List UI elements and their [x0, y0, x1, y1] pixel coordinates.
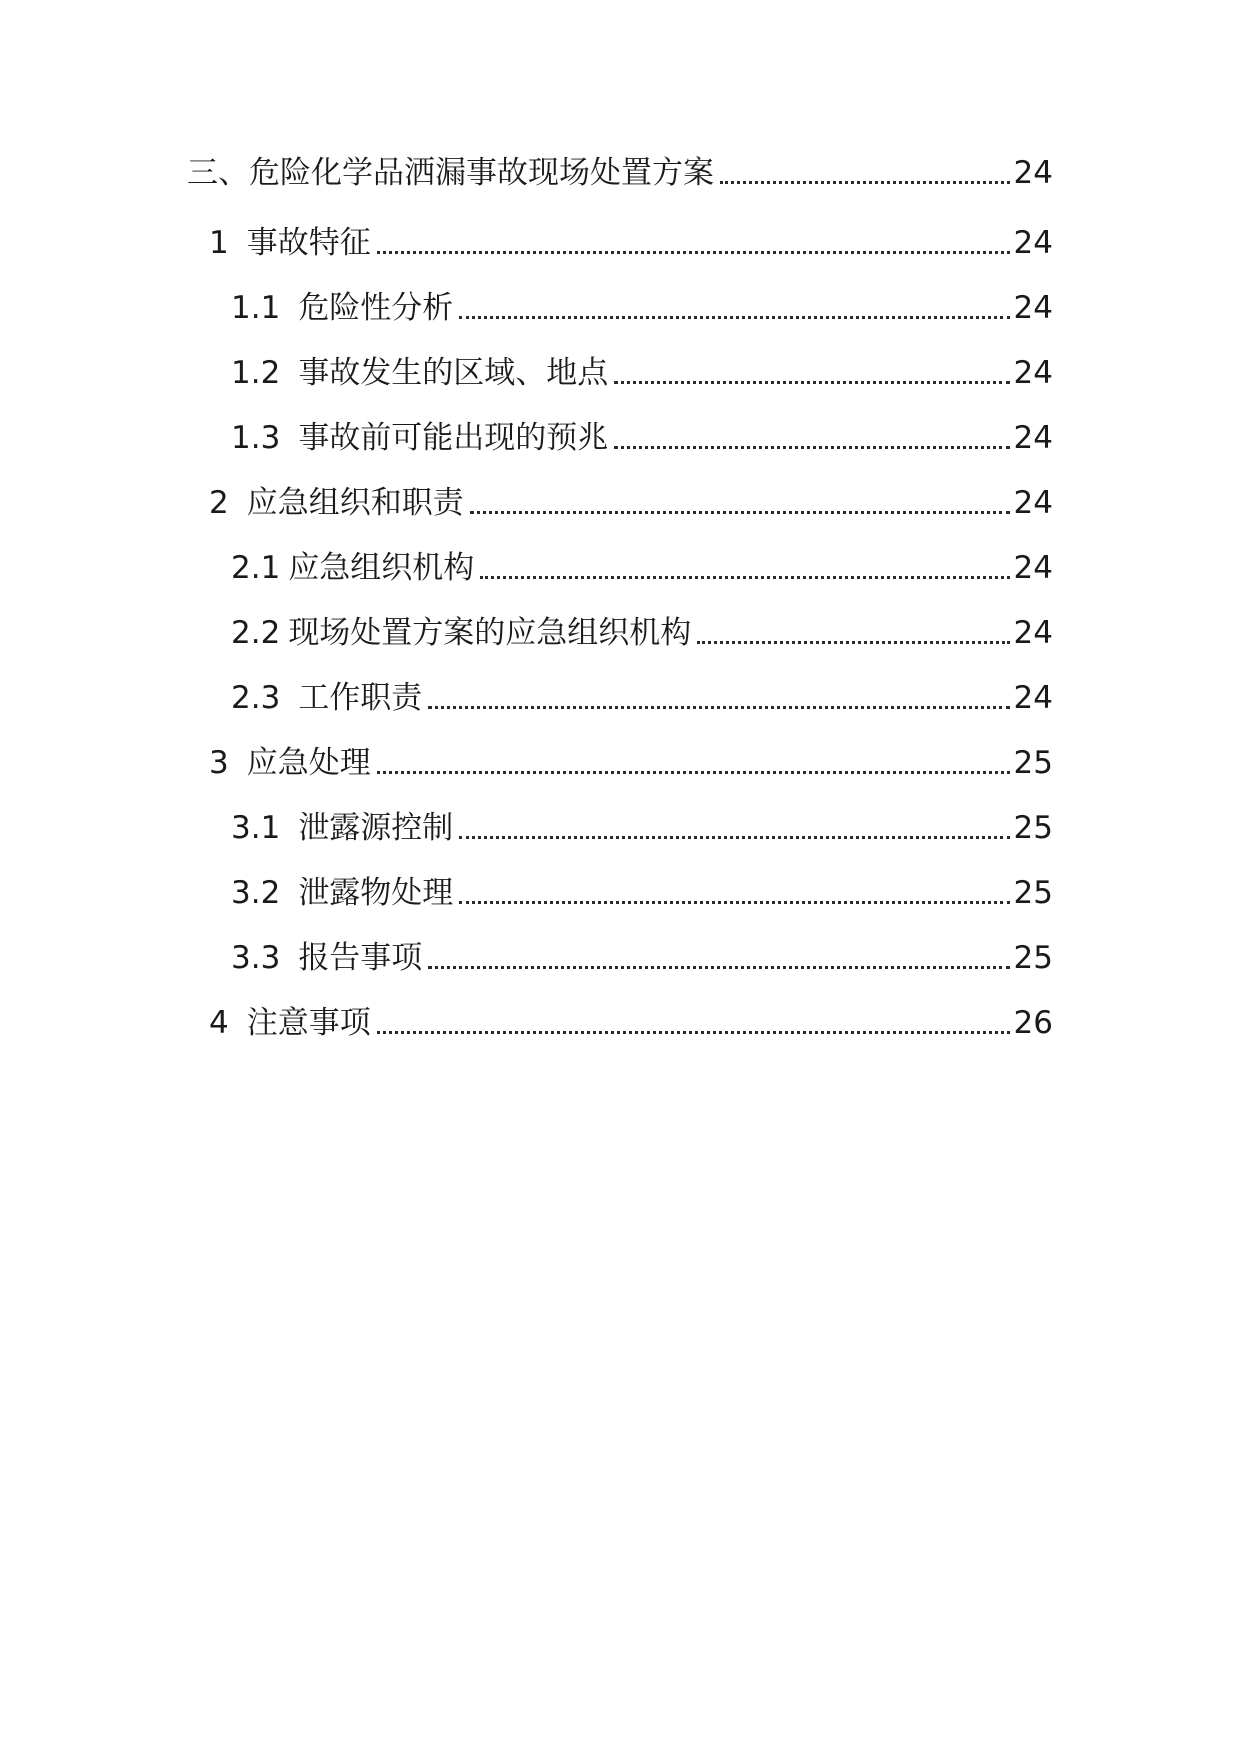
toc-dot-leader — [480, 576, 1009, 579]
toc-entry-title: 应急处理 — [246, 745, 371, 781]
toc-entry[interactable] — [209, 995, 1053, 1043]
toc-page-number: 24 — [1013, 290, 1053, 326]
toc-entry-title: 应急组织机构 — [288, 550, 475, 586]
toc-page-number: 25 — [1013, 875, 1053, 911]
toc-entry-number: 3 — [209, 745, 229, 781]
toc-dot-leader — [470, 511, 1010, 514]
toc-entry[interactable] — [231, 800, 1053, 848]
toc-entry[interactable] — [231, 540, 1053, 588]
toc-page-number: 24 — [1013, 155, 1053, 191]
toc-entry-number: 2.2 — [231, 615, 281, 651]
toc-entry-number: 1.1 — [231, 290, 281, 326]
toc-entry[interactable] — [231, 410, 1053, 458]
toc-entry-title: 泄露源控制 — [298, 810, 454, 846]
toc-entry-number: 2.1 — [231, 550, 281, 586]
toc-entry-title: 危险性分析 — [298, 290, 454, 326]
toc-entry-title: 工作职责 — [298, 680, 423, 716]
toc-dot-leader — [428, 966, 1009, 969]
toc-dot-leader — [459, 836, 1009, 839]
toc-dot-leader — [377, 771, 1010, 774]
toc-page-number: 26 — [1013, 1005, 1053, 1041]
toc-entry-number: 1 — [209, 225, 229, 261]
toc-entry[interactable] — [231, 280, 1053, 328]
toc-dot-leader — [377, 1031, 1010, 1034]
toc-dot-leader — [428, 706, 1009, 709]
toc-page-number: 24 — [1013, 355, 1053, 391]
toc-entry-title: 事故前可能出现的预兆 — [298, 420, 609, 456]
toc-page-number: 24 — [1013, 680, 1053, 716]
toc-dot-leader — [377, 251, 1010, 254]
toc-dot-leader — [459, 901, 1009, 904]
toc-entry-title: 现场处置方案的应急组织机构 — [288, 615, 692, 651]
toc-dot-leader — [697, 641, 1009, 644]
toc-entry-number: 3.2 — [231, 875, 281, 911]
toc-entry-number: 4 — [209, 1005, 229, 1041]
toc-entry-title: 报告事项 — [298, 940, 423, 976]
toc-entry[interactable] — [231, 670, 1053, 718]
toc-entry[interactable] — [231, 345, 1053, 393]
toc-page-number: 24 — [1013, 550, 1053, 586]
toc-page-number: 24 — [1013, 420, 1053, 456]
toc-entry-number: 3.3 — [231, 940, 281, 976]
toc-entry-number: 1.3 — [231, 420, 281, 456]
toc-page-number: 25 — [1013, 810, 1053, 846]
toc-entry-title: 泄露物处理 — [298, 875, 454, 911]
toc-page-number: 24 — [1013, 225, 1053, 261]
toc-entry-number: 2 — [209, 485, 229, 521]
toc-entry[interactable] — [231, 930, 1053, 978]
toc-page-number: 24 — [1013, 615, 1053, 651]
toc-entry[interactable] — [187, 145, 1053, 193]
toc-entry[interactable] — [209, 215, 1053, 263]
toc-entry-title: 应急组织和职责 — [246, 485, 464, 521]
toc-page-number: 25 — [1013, 745, 1053, 781]
toc-dot-leader — [459, 316, 1009, 319]
toc-entry-title: 三、危险化学品洒漏事故现场处置方案 — [187, 155, 714, 191]
toc-dot-leader — [614, 446, 1009, 449]
toc-page-number: 24 — [1013, 485, 1053, 521]
toc-dot-leader — [614, 381, 1009, 384]
toc-entry[interactable] — [231, 865, 1053, 913]
toc-entry-number: 1.2 — [231, 355, 281, 391]
toc-entry-title: 事故发生的区域、地点 — [298, 355, 609, 391]
toc-entry-title: 事故特征 — [246, 225, 371, 261]
toc-entry-number: 3.1 — [231, 810, 281, 846]
toc-dot-leader — [720, 181, 1010, 184]
toc-entry[interactable] — [231, 605, 1053, 653]
toc-entry[interactable] — [209, 735, 1053, 783]
toc-page-number: 25 — [1013, 940, 1053, 976]
toc-entry-title: 注意事项 — [246, 1005, 371, 1041]
toc-entry[interactable] — [209, 475, 1053, 523]
toc-entry-number: 2.3 — [231, 680, 281, 716]
